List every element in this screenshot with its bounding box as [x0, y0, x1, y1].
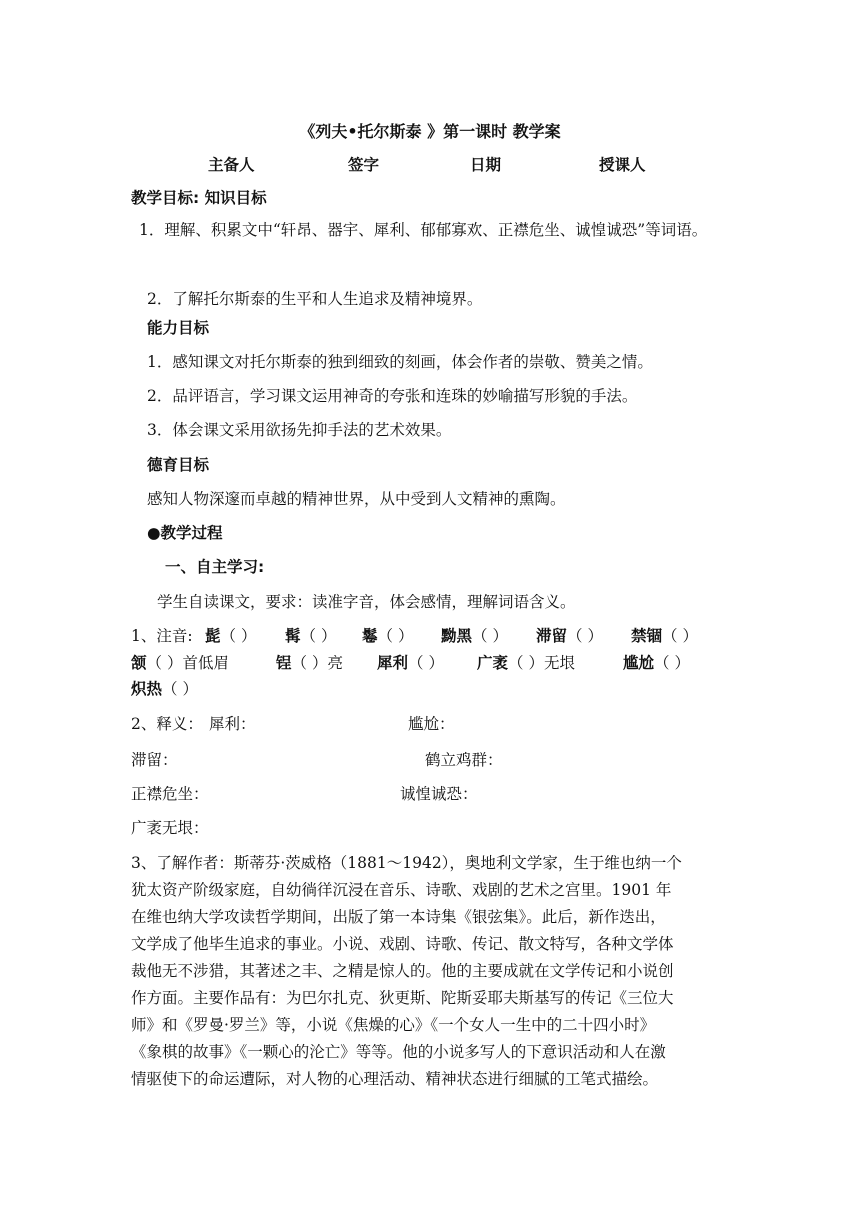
- author-line: 文学成了他毕生追求的事业。小说、戏剧、诗歌、传记、散文特写，各种文学体: [131, 935, 674, 953]
- author-line: 裁他无不涉猎，其著述之丰、之精是惊人的。他的主要成就在文学传记和小说创: [131, 962, 674, 980]
- author-line: 情驱使下的命运遭际，对人物的心理活动、精神状态进行细腻的工笔式描绘。: [131, 1070, 659, 1088]
- header-preparer: 主备人: [208, 156, 255, 174]
- pinyin-label: 1、注音:: [131, 627, 193, 645]
- definition-item: 广袤无垠：: [131, 819, 209, 837]
- pinyin-item: 尴尬（ ）: [623, 653, 690, 672]
- definition-item: 尴尬：: [408, 715, 455, 733]
- author-line: 3、了解作者：斯蒂芬·茨威格（1881～1942），奥地利文学家，生于维也纳一个: [131, 854, 682, 872]
- process-heading: ●教学过程: [147, 524, 223, 542]
- page-title: 《列夫•托尔斯泰 》第一课时 教学案: [299, 122, 561, 141]
- header-signature: 签字: [348, 156, 380, 174]
- definition-item: 诚惶诚恐：: [400, 785, 478, 803]
- pinyin-item: 颔（ ）首低眉: [131, 653, 229, 672]
- knowledge-item-1: 1．理解、积累文中“轩昂、器宇、犀利、郁郁寡欢、正襟危坐、诚惶诚恐”等词语。: [139, 221, 708, 239]
- author-line: 犹太资产阶级家庭，自幼徜徉沉浸在音乐、诗歌、戏剧的艺术之宫里。1901 年: [131, 881, 672, 899]
- pinyin-item: 禁锢（ ）: [631, 626, 698, 645]
- definition-item: 正襟危坐：: [131, 785, 209, 803]
- pinyin-item: 黝黑（ ）: [441, 626, 508, 645]
- pinyin-item: 广袤（ ）无垠: [477, 653, 575, 672]
- header-date: 日期: [470, 156, 502, 174]
- section-self-study: 一、自主学习:: [165, 558, 265, 576]
- moral-heading: 德育目标: [147, 456, 210, 474]
- knowledge-item-2: 2．了解托尔斯泰的生平和人生追求及精神境界。: [147, 290, 483, 308]
- ability-item-1: 1．感知课文对托尔斯泰的独到细致的刻画，体会作者的崇敬、赞美之情。: [147, 353, 653, 371]
- ability-item-3: 3．体会课文采用欲扬先抑手法的艺术效果。: [147, 421, 452, 439]
- definition-item: 犀利：: [209, 715, 256, 733]
- pinyin-item: 炽热（ ）: [131, 679, 198, 698]
- ability-item-2: 2．品评语言，学习课文运用神奇的夸张和连珠的妙喻描写形貌的手法。: [147, 387, 638, 405]
- pinyin-item: 鬈（ ）: [362, 626, 414, 645]
- pinyin-item: 髭（ ）: [205, 626, 257, 645]
- header-teacher: 授课人: [599, 156, 646, 174]
- definition-item: 鹤立鸡群：: [425, 751, 503, 769]
- pinyin-item: 滞留（ ）: [536, 626, 603, 645]
- ability-heading: 能力目标: [147, 319, 210, 337]
- moral-text: 感知人物深邃而卓越的精神世界，从中受到人文精神的熏陶。: [147, 490, 566, 508]
- author-line: 师》和《罗曼·罗兰》等，小说《焦燥的心》《一个女人一生中的二十四小时》: [131, 1016, 656, 1034]
- definition-item: 滞留：: [131, 751, 178, 769]
- definitions-label: 2、释义：: [131, 715, 203, 733]
- pinyin-item: 髯（ ）: [285, 626, 337, 645]
- pinyin-item: 锃（ ）亮: [276, 653, 343, 672]
- pinyin-item: 犀利（ ）: [377, 653, 444, 672]
- self-study-intro: 学生自读课文，要求：读准字音，体会感情，理解词语含义。: [157, 593, 576, 611]
- objectives-heading: 教学目标: 知识目标: [131, 189, 267, 207]
- author-line: 在维也纳大学攻读哲学期间，出版了第一本诗集《银弦集》。此后，新作迭出，: [131, 908, 666, 926]
- author-line: 作方面。主要作品有：为巴尔扎克、狄更斯、陀斯妥耶夫斯基写的传记《三位大: [131, 989, 674, 1007]
- author-line: 《象棋的故事》《一颗心的沦亡》等等。他的小说多写人的下意识活动和人在激: [131, 1043, 666, 1061]
